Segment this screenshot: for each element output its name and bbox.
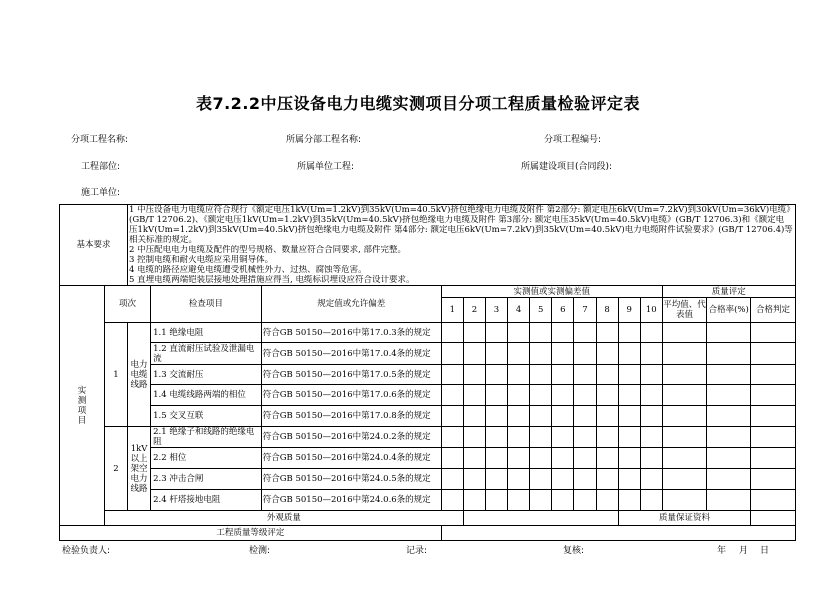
pass-rate-header: 合格率(%) <box>707 298 751 323</box>
group-name: 电力电缆线路 <box>128 323 151 427</box>
construction-unit-label: 施工单位: <box>81 188 121 198</box>
measured-values-header: 实测值或实测偏差值 <box>441 286 662 298</box>
spec-header: 规定值或允许偏差 <box>261 286 441 323</box>
spec-value: 符合GB 50150—2016中第17.0.5条的规定 <box>261 365 441 385</box>
basic-line: 4 电缆的路径应避免电缆遭受机械性外力、过热、腐蚀等危害。 <box>129 265 367 275</box>
basic-line: 压1kV(Um=1.2kV)到35kV(Um=40.5kV)挤包绝缘电力电缆及附件 第4部分: 额定电压6kV(Um=7.2kV)到35kV(Um=40.5kV)电力电缆附件试验要求》(GB/T 12706.4)等 <box>129 225 793 235</box>
col-header: 4 <box>508 298 530 323</box>
check-label: 检测: <box>249 546 271 556</box>
spec-value: 符合GB 50150—2016中第17.0.6条的规定 <box>261 385 441 406</box>
page-title: 表7.2.2中压设备电力电缆实测项目分项工程质量检验评定表 <box>195 94 641 113</box>
col-header: 1 <box>441 298 463 323</box>
col-header: 5 <box>530 298 552 323</box>
basic-requirements-text <box>128 205 796 286</box>
col-header: 10 <box>640 298 662 323</box>
check-item: 1.3 交流耐压 <box>151 365 262 385</box>
average-header: 平均值、代表值 <box>662 298 706 323</box>
check-item: 1.2 直流耐压试验及泄漏电流 <box>151 343 262 365</box>
day-label: 日 <box>760 546 770 556</box>
check-item: 1.5 交叉互联 <box>151 406 262 427</box>
record-label: 记录: <box>406 546 428 556</box>
sub-project-name-label: 分项工程名称: <box>71 135 129 145</box>
check-item: 1.1 绝缘电阻 <box>151 323 262 343</box>
col-header: 3 <box>485 298 507 323</box>
quality-assurance-label: 质量保证资料 <box>618 511 751 526</box>
sub-project-no-label: 分项工程编号: <box>544 135 602 145</box>
spec-value: 符合GB 50150—2016中第24.0.4条的规定 <box>261 448 441 469</box>
quality-eval-header: 质量评定 <box>662 286 795 298</box>
group-no: 2 <box>105 427 128 511</box>
basic-line: (GB/T 12706.2)、《额定电压1kV(Um=1.2kV)到35kV(Um=40.5kV)挤包绝缘电力电缆及附件 第3部分: 额定电压35kV(Um=40.5kV)电缆》(GB/T 12706.3)和《额定电 <box>129 215 785 225</box>
spec-value: 符合GB 50150—2016中第17.0.3条的规定 <box>261 323 441 343</box>
spec-value: 符合GB 50150—2016中第24.0.2条的规定 <box>261 427 441 448</box>
check-item: 2.3 冲击合闸 <box>151 469 262 490</box>
project-part-label: 工程部位: <box>81 162 121 172</box>
check-item: 1.4 电缆线路两端的相位 <box>151 385 262 406</box>
check-item: 2.4 杆塔接地电阻 <box>151 490 262 511</box>
group-name: 1kV以上架空电力线路 <box>128 427 151 511</box>
basic-line: 5 直埋电缆两端铠装层接地处理措施应得当, 电缆标识埋设应符合设计要求。 <box>129 275 415 285</box>
basic-line: 1 中压设备电力电缆应符合现行《额定电压1kV(Um=1.2kV)到35kV(Um=40.5kV)挤包绝缘电力电缆及附件 第2部分: 额定电压6kV(Um=7.2kV)到30kV(Um=36kV)电缆》 <box>129 205 795 215</box>
col-header: 9 <box>618 298 640 323</box>
basic-line: 3 控制电缆和耐火电缆应采用铜导体。 <box>129 255 274 265</box>
item-no-header: 项次 <box>105 286 151 323</box>
month-label: 月 <box>739 546 749 556</box>
col-header: 6 <box>552 298 574 323</box>
basic-line: 2 中压配电电力电缆及配件的型号规格、数量应符合合同要求, 部件完整。 <box>129 245 407 255</box>
check-item-header: 检查项目 <box>151 286 262 323</box>
check-item: 2.1 绝缘子和线路的绝缘电阻 <box>151 427 262 448</box>
group-no: 1 <box>105 323 128 427</box>
unit-project-label: 所属单位工程: <box>297 162 355 172</box>
construction-project-label: 所属建设项目(合同段): <box>521 162 613 172</box>
evaluation-table <box>59 204 796 541</box>
inspector-label: 检验负责人: <box>62 546 111 556</box>
col-header: 8 <box>596 298 618 323</box>
appearance-label: 外观质量 <box>105 511 464 526</box>
basic-requirements-label: 基本要求 <box>60 205 128 286</box>
year-label: 年 <box>717 546 727 556</box>
spec-value: 符合GB 50150—2016中第24.0.5条的规定 <box>261 469 441 490</box>
judgement-header: 合格判定 <box>751 298 795 323</box>
parent-project-name-label: 所属分部工程名称: <box>286 135 362 145</box>
col-header: 7 <box>574 298 596 323</box>
check-item: 2.2 相位 <box>151 448 262 469</box>
basic-line: 相关标准的规定。 <box>129 235 198 245</box>
review-label: 复核: <box>563 546 585 556</box>
grade-label: 工程质量等级评定 <box>60 526 442 541</box>
spec-value: 符合GB 50150—2016中第17.0.8条的规定 <box>261 406 441 427</box>
spec-value: 符合GB 50150—2016中第24.0.6条的规定 <box>261 490 441 511</box>
measured-items-label: 实测项目 <box>60 286 105 526</box>
spec-value: 符合GB 50150—2016中第17.0.4条的规定 <box>261 343 441 365</box>
col-header: 2 <box>463 298 485 323</box>
